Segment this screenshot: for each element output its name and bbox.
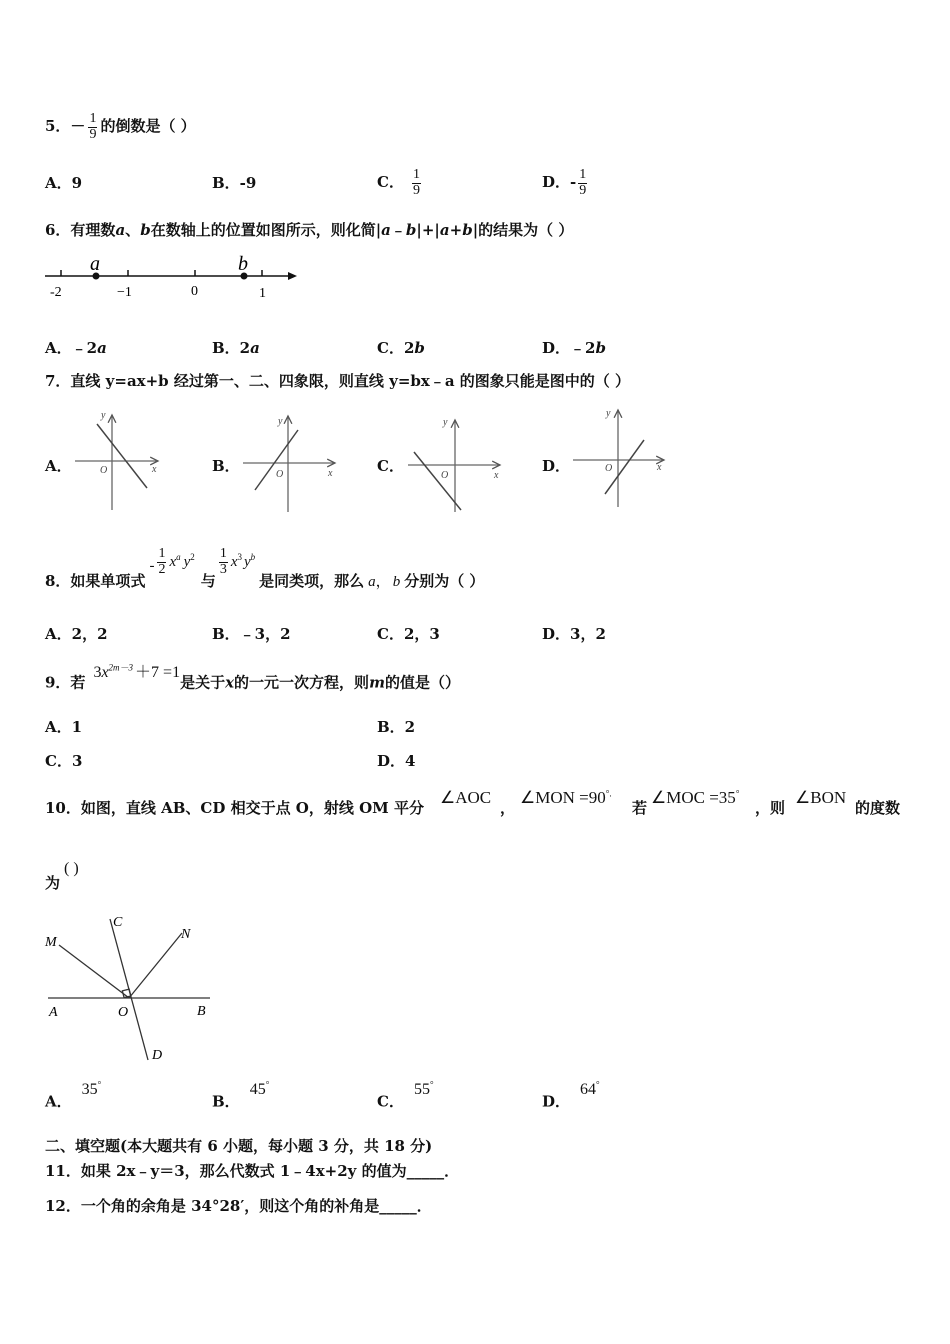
q8-option-d[interactable]: D．3，2 — [542, 625, 606, 643]
q8-stem: 8．如果单项式- $\frac{1}{2}$ $x^a$ $y^2$与 $\frac{1}{3}$ $x^3$ $y^b$是同类项，那么 a， b 分别为（ ） — [45, 546, 485, 591]
q8-option-c[interactable]: C．2，3 — [377, 625, 440, 643]
tick-label-m2: -2 — [50, 285, 62, 300]
q10-stem-line2: 为 — [45, 874, 61, 892]
q9-option-d[interactable]: D．4 — [377, 752, 416, 770]
svg-text:O: O — [100, 465, 108, 476]
q6-stem: 6．有理数a、b在数轴上的位置如图所示，则化简|a﹣b|+|a+b|的结果为（ ） — [45, 221, 574, 239]
angle-aoc: ∠AOC — [440, 788, 492, 807]
q5-option-d[interactable]: D．- $\frac{1}{9}$ — [542, 167, 587, 198]
q10-then: ，则 — [755, 799, 786, 817]
svg-text:x: x — [328, 468, 333, 479]
q10-comma1: ， — [500, 799, 516, 817]
label-c: C — [113, 915, 123, 930]
label-d: D — [152, 1048, 163, 1063]
point-a-label: a — [90, 253, 100, 275]
svg-text:y: y — [606, 408, 611, 419]
q5-option-a[interactable]: A．9 — [45, 174, 83, 192]
q5-stem: 5．－ $\frac{1}{9}$ 的倒数是（ ） — [45, 111, 196, 142]
q10-option-a[interactable]: A．35° — [45, 1080, 102, 1111]
label-a: A — [49, 1005, 58, 1020]
label-n: N — [181, 927, 191, 942]
tick-label-m1: −1 — [117, 285, 132, 300]
q7-option-d[interactable]: D． — [542, 457, 571, 475]
q5-option-c[interactable]: C． $\frac{1}{9}$ — [377, 167, 420, 198]
svg-text:y: y — [443, 417, 448, 428]
q11-text: 11．如果 2x﹣y＝3，那么代数式 1﹣4x+2y 的值为_____． — [45, 1162, 460, 1180]
q9-option-b[interactable]: B．2 — [377, 718, 416, 736]
q10-degree: 的度数 — [855, 799, 901, 817]
svg-text:y: y — [278, 416, 283, 427]
svg-text:x: x — [152, 464, 157, 475]
q10-option-c[interactable]: C．55° — [377, 1080, 434, 1111]
q6-option-a[interactable]: A．﹣2a — [45, 339, 107, 357]
q8-option-b[interactable]: B．﹣3，2 — [212, 625, 291, 643]
q10-if: 若 — [632, 799, 648, 817]
q10-paren: ( ) — [64, 860, 79, 877]
svg-text:O: O — [276, 469, 284, 480]
q6-option-c[interactable]: C．2b — [377, 339, 425, 357]
q9-option-c[interactable]: C．3 — [45, 752, 83, 770]
q7-option-a[interactable]: A． — [45, 457, 72, 475]
section2-title: 二、填空题(本大题共有 6 小题，每小题 3 分，共 18 分) — [45, 1137, 433, 1155]
label-o: O — [118, 1005, 129, 1020]
q6-option-b[interactable]: B．2a — [212, 339, 260, 357]
svg-text:x: x — [657, 462, 662, 473]
svg-text:y: y — [101, 410, 106, 421]
tick-label-1: 1 — [259, 286, 266, 301]
q8-option-a[interactable]: A．2，2 — [45, 625, 108, 643]
angle-mon: ∠MON =90°. — [520, 788, 612, 807]
svg-text:O: O — [441, 470, 449, 481]
label-m: M — [45, 935, 57, 950]
label-b: B — [197, 1004, 206, 1019]
q7-option-b[interactable]: B． — [212, 457, 240, 475]
q9-option-a[interactable]: A．1 — [45, 718, 83, 736]
svg-text:O: O — [605, 463, 613, 474]
q5-option-b[interactable]: B．-9 — [212, 174, 257, 192]
q6-option-d[interactable]: D．﹣2b — [542, 339, 606, 357]
svg-text:x: x — [494, 470, 499, 481]
point-b-label: b — [238, 253, 248, 275]
q7-stem: 7．直线 y=ax+b 经过第一、二、四象限，则直线 y=bx﹣a 的图象只能是图中的（ ） — [45, 372, 630, 390]
angle-bon: ∠BON — [795, 788, 847, 807]
angle-moc: ∠MOC =35° — [651, 788, 740, 807]
tick-label-0: 0 — [191, 284, 198, 299]
q10-option-b[interactable]: B．45° — [212, 1080, 270, 1111]
q7-option-c[interactable]: C． — [377, 457, 404, 475]
q12-text: 12．一个角的余角是 34°28′，则这个角的补角是_____． — [45, 1197, 432, 1215]
q9-stem: 9．若$3x^{2m-3} +7 =1$是关于x的一元一次方程，则m的值是（） — [45, 663, 460, 692]
q10-stem: 10．如图，直线 AB、CD 相交于点 O，射线 OM 平分 — [45, 799, 424, 817]
q10-option-d[interactable]: D．64° — [542, 1080, 600, 1111]
